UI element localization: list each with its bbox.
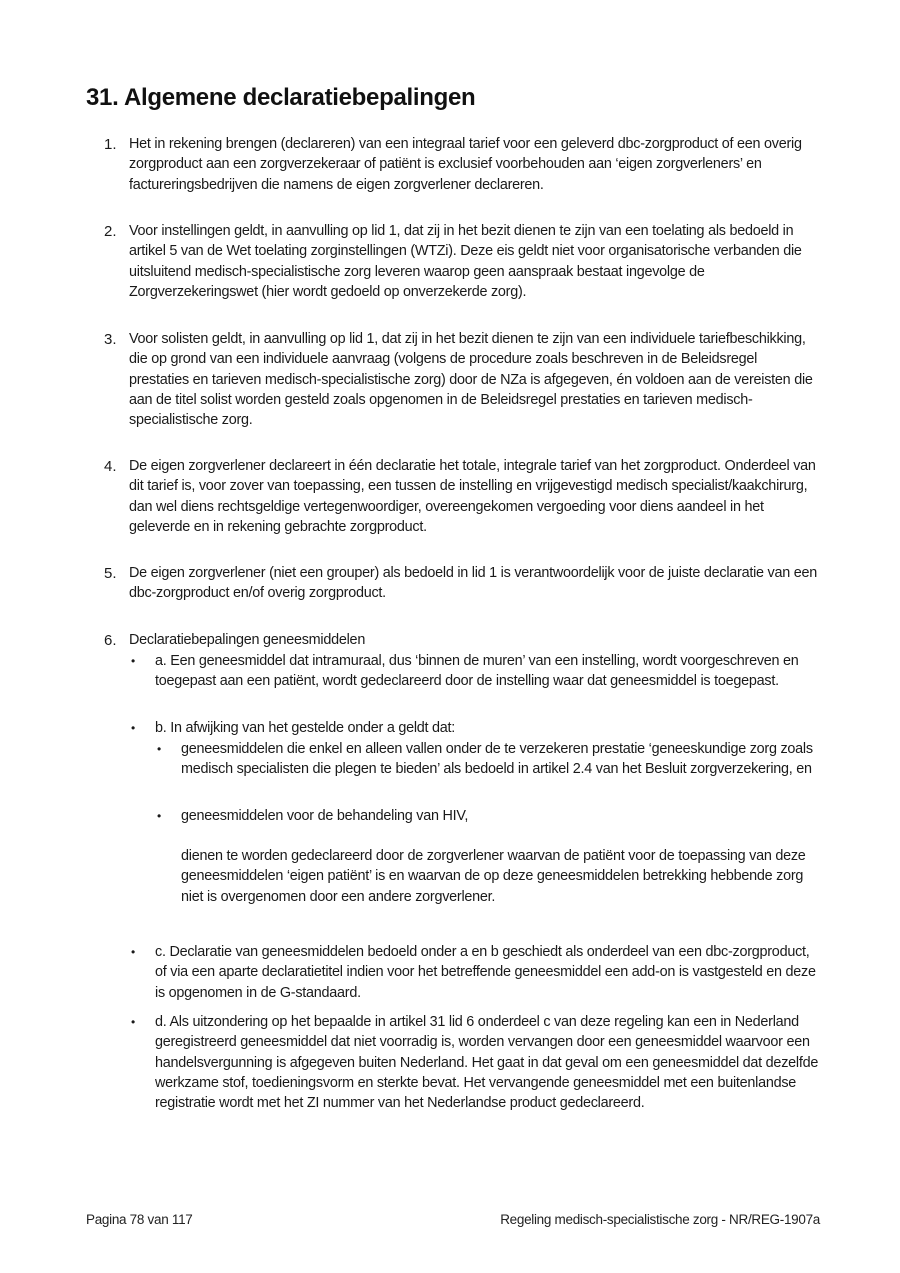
sub-item-text: c. Declaratie van geneesmiddelen bedoeld onder a en b geschiedt als onderdeel van een dbc-zorgproduct, of via een aparte declaratietitel indien voor het betreffende geneesmiddel een add-on is vastgesteld en deze is opgenomen in de G-standaard. <box>155 944 816 1001</box>
bullet-icon: • <box>131 945 135 959</box>
item-text: Declaratiebepalingen geneesmiddelen <box>129 632 366 648</box>
sub-bullet-b2 <box>157 806 821 826</box>
sub-item-c <box>131 942 821 1003</box>
item-number: 5. <box>104 565 117 582</box>
sub-item-a <box>131 651 821 692</box>
sub-item-text: d. Als uitzondering op het bepaalde in artikel 31 lid 6 onderdeel c van deze regeling kan een in Nederland geregistreerd geneesmiddel dat niet voorradig is, worden vervangen door een geneesmiddel waarvoor een handelsvergunning is afgegeven buiten Nederland. Het gaat in dat geval om een geneesmiddel dat dezelfde werkzame stof, toedieningsvorm en sterkte bevat. Het vervangende geneesmiddel met een buitenlandse registratie wordt met het ZI nummer van het Nederlandse product gedeclareerd. <box>155 1014 819 1112</box>
section-title: 31. Algemene declaratiebepalingen <box>86 84 476 111</box>
item-text: Voor instellingen geldt, in aanvulling op lid 1, dat zij in het bezit dienen te zijn van een toelating als bedoeld in artikel 5 van de Wet toelating zorginstellingen (WTZi). Deze eis geldt niet voor organisatorische verbanden die uitsluitend medisch-specialistische zorg leveren waarop geen aanspraak bestaat ingevolge de Zorgverzekeringswet (hier wordt gedoeld op onverzekerde zorg). <box>129 223 802 300</box>
sub-bullet-text: geneesmiddelen voor de behandeling van HIV, <box>181 808 469 824</box>
bullet-icon: • <box>157 742 161 756</box>
sub-bullet-b1 <box>157 739 821 780</box>
continuation-text: dienen te worden gedeclareerd door de zorgverlener waarvan de patiënt voor de toepassing van deze geneesmiddelen ‘eigen patiënt’ is en waarvan de op deze geneesmiddelen betrekking hebbende zorg niet is overgenomen door een andere zorgverlener. <box>181 848 806 905</box>
item-text: Voor solisten geldt, in aanvulling op lid 1, dat zij in het bezit dienen te zijn van een individuele tariefbeschikking, die op grond van een individuele aanvraag (volgens de procedure zoals beschreven in de Beleidsregel prestaties en tarieven medisch-specialistische zorg) door de NZa is afgegeven, én voldoen aan de vereisten die aan de titel solist worden gesteld zoals opgenomen in de Beleidsregel prestaties en tarieven medisch-specialistische zorg. <box>129 331 813 429</box>
list-item-4 <box>104 456 820 537</box>
item-number: 4. <box>104 458 117 475</box>
bullet-icon: • <box>131 721 135 735</box>
bullet-icon: • <box>131 1015 135 1029</box>
sub-item-d <box>131 1012 821 1113</box>
list-item-3 <box>104 329 820 430</box>
list-item-1 <box>104 134 820 195</box>
item-number: 1. <box>104 136 117 153</box>
bullet-icon: • <box>131 654 135 668</box>
sub-bullet-text: geneesmiddelen die enkel en alleen vallen onder de te verzekeren prestatie ‘geneeskundige zorg zoals medisch specialisten die plegen te bieden’ als bedoeld in artikel 2.4 van het Besluit zorgverzekering, en <box>181 741 813 778</box>
list-item-2 <box>104 221 820 302</box>
sub-item-text: b. In afwijking van het gestelde onder a geldt dat: <box>155 720 456 736</box>
item-text: De eigen zorgverlener declareert in één declaratie het totale, integrale tarief van het zorgproduct. Onderdeel van dit tarief is, voor zover van toepassing, een tussen de instelling en vrijgevestigd medisch specialist/kaakchirurg, dan wel diens rechtsgeldige vertegenwoordiger, overeengekomen vergoeding voor diens aandeel in het geleverde en in rekening gebrachte zorgproduct. <box>129 458 816 535</box>
list-item-6 <box>104 630 820 650</box>
bullet-icon: • <box>157 809 161 823</box>
sub-item-text: a. Een geneesmiddel dat intramuraal, dus ‘binnen de muren’ van een instelling, wordt voorgeschreven en toegepast aan een patiënt, wordt gedeclareerd door de instelling waar dat geneesmiddel is toegepast. <box>155 653 799 690</box>
sub-item-b-continuation <box>181 846 821 907</box>
page-number: Pagina 78 van 117 <box>86 1212 193 1227</box>
sub-item-b <box>131 718 821 738</box>
item-number: 6. <box>104 632 117 649</box>
document-reference: Regeling medisch-specialistische zorg - NR/REG-1907a <box>500 1212 820 1227</box>
item-text: Het in rekening brengen (declareren) van een integraal tarief voor een geleverd dbc-zorgproduct of een overig zorgproduct aan een zorgverzekeraar of patiënt is exclusief voorbehouden aan ‘eigen zorgverleners’ en factureringsbedrijven die namens de eigen zorgverlener declareren. <box>129 136 802 193</box>
list-item-5 <box>104 563 820 604</box>
item-number: 3. <box>104 331 117 348</box>
item-number: 2. <box>104 223 117 240</box>
item-text: De eigen zorgverlener (niet een grouper) als bedoeld in lid 1 is verantwoordelijk voor de juiste declaratie van een dbc-zorgproduct en/of overig zorgproduct. <box>129 565 817 602</box>
